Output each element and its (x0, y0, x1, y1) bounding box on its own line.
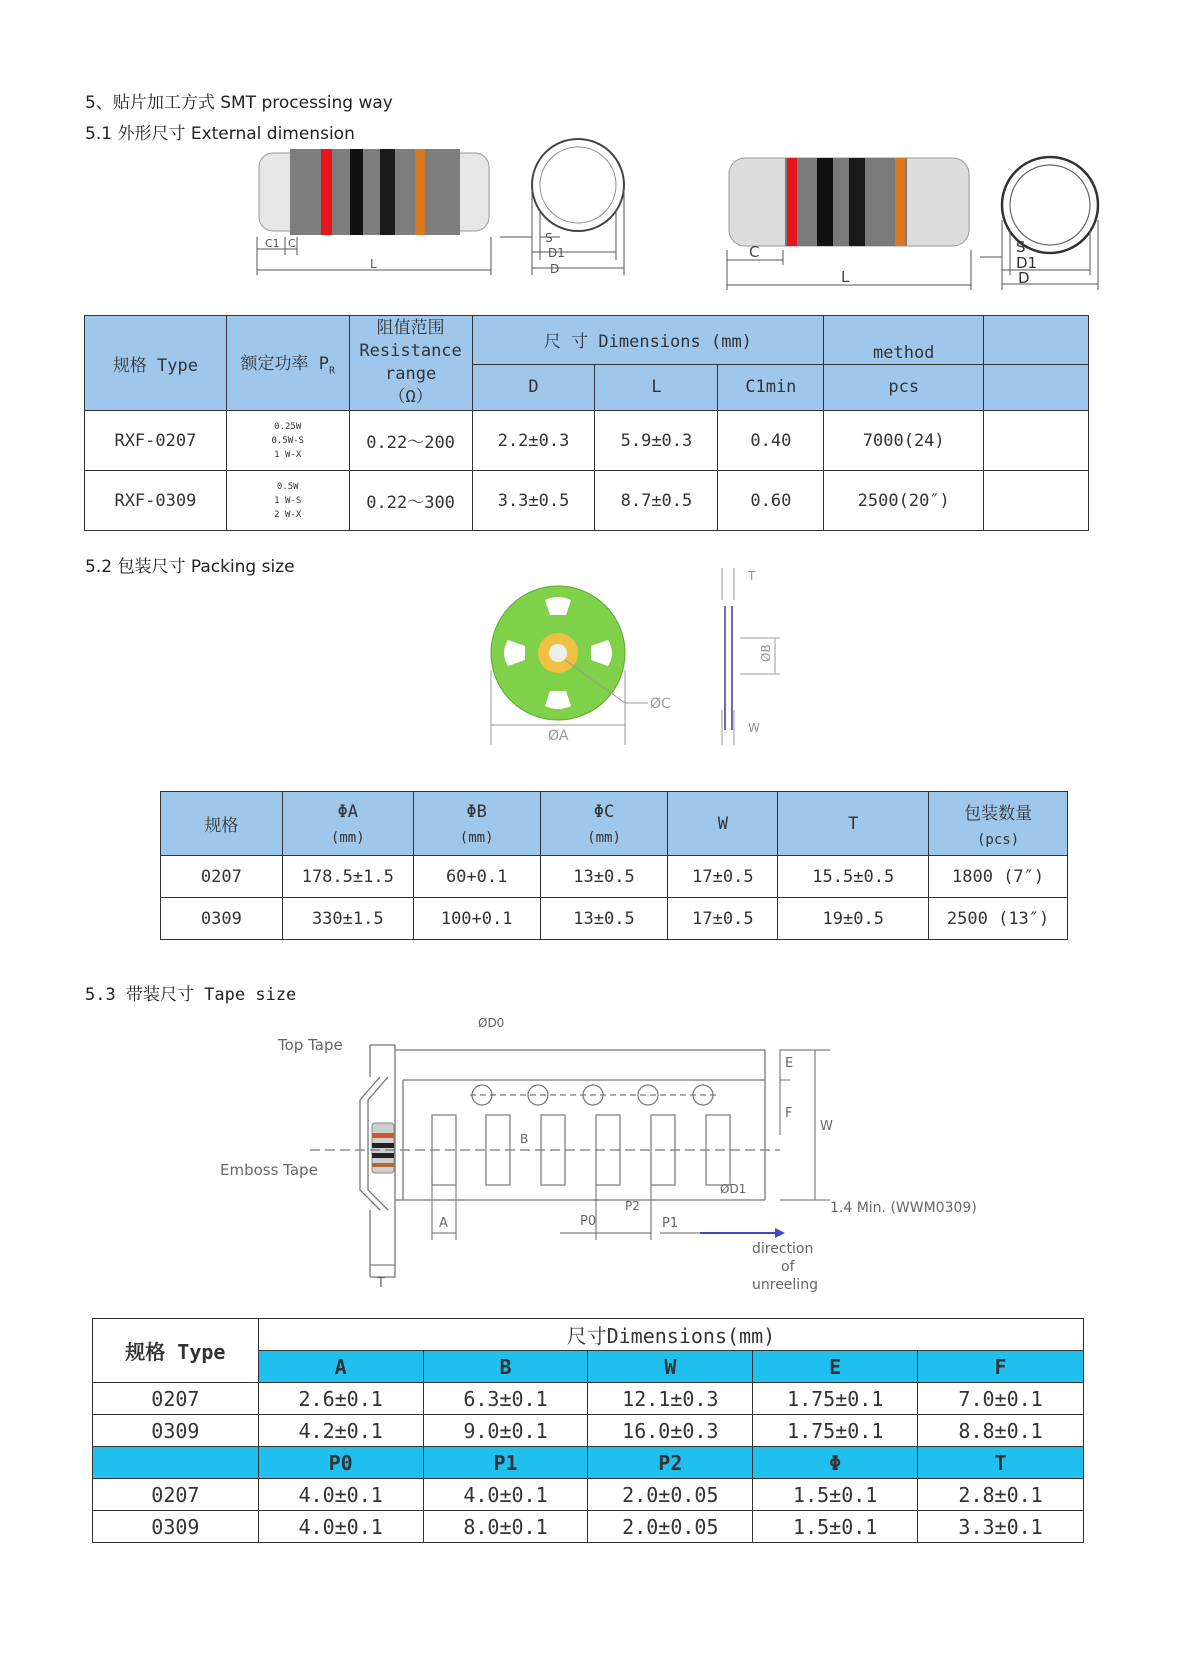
w-label: W (748, 721, 760, 735)
c-label: C (288, 237, 296, 250)
header-empty-2 (984, 364, 1089, 411)
d1-label-tape: ØD1 (720, 1182, 747, 1196)
header-qty: 包装数量 (pcs) (929, 792, 1068, 856)
e-label: E (785, 1056, 794, 1071)
phi-b-label: ØB (759, 644, 773, 662)
table-row: 0207 178.5±1.5 60+0.1 13±0.5 17±0.5 15.5±0.5 1800 (7″) (161, 856, 1068, 898)
l-label: L (370, 257, 377, 271)
header-c1: C1min (718, 364, 824, 411)
s-label-2: S (1016, 238, 1026, 256)
p2-label: P2 (625, 1199, 640, 1213)
f-label: F (785, 1106, 793, 1121)
table-row: 0207 4.0±0.1 4.0±0.1 2.0±0.05 1.5±0.1 2.8±0.1 (93, 1479, 1084, 1511)
header-pcs: pcs (824, 364, 984, 411)
header-dimensions: 尺 寸 Dimensions (mm) (472, 316, 824, 365)
tape-diagram (220, 1015, 980, 1305)
section-5-2-heading: 5.2 包装尺寸 Packing size (85, 557, 295, 577)
w-label-tape: W (820, 1119, 833, 1134)
a-label: A (439, 1216, 448, 1231)
d-label-2: D (1018, 269, 1030, 287)
phi-c-label: ØC (650, 696, 671, 712)
table-row: RXF-0309 0.5W 1 W-S 2 W-X 0.22～300 3.3±0.5 8.7±0.5 0.60 2500(20″) (85, 471, 1089, 531)
top-tape-label: Top Tape (278, 1036, 343, 1054)
resistor-0309-diagram (725, 150, 980, 295)
s-label: S (545, 231, 553, 245)
header-l: L (595, 364, 718, 411)
phi-a-label: ØA (548, 728, 569, 744)
resistor-0309-end-view (980, 150, 1120, 300)
t-label: T (748, 569, 756, 583)
table-row: 0207 2.6±0.1 6.3±0.1 12.1±0.3 1.75±0.1 7.0±0.1 (93, 1383, 1084, 1415)
b-label: B (520, 1132, 529, 1146)
header-empty (984, 316, 1089, 365)
p1-label: P1 (662, 1216, 679, 1231)
d0-label: ØD0 (478, 1016, 505, 1030)
table-row: 0309 330±1.5 100+0.1 13±0.5 17±0.5 19±0.5 2500 (13″) (161, 898, 1068, 940)
header-method: method (824, 316, 984, 365)
tape-dimension-table: 规格 Type 尺寸Dimensions(mm) A B W E F 0207 2.6±0.1 6.3±0.1 12.1±0.3 1.75±0.1 7.0±0.1 0309 4.2±0.1 9.0±0.1 16.0±0.3 1.75±0.1 8.8±0.1 P0 P1 P2 Φ T 0207 4.0±0.1 4.0±0.1 2.0±0.05 1.5±0.1 2.8±0.1 0309 4.0±0.1 8.0±0.1 2.0±0.05 1.5±0.1 3.3±0.1 (92, 1318, 1084, 1543)
table-row: RXF-0207 0.25W 0.5W-S 1 W-X 0.22～200 2.2±0.3 5.9±0.3 0.40 7000(24) (85, 411, 1089, 471)
header-range: 阻值范围 Resistance range （Ω） (349, 316, 472, 411)
header-w: W (668, 792, 778, 856)
p0-label: P0 (580, 1214, 597, 1229)
resistor-0207-diagram (255, 145, 500, 285)
packing-table (160, 791, 1068, 940)
header-dims-tape: 尺寸Dimensions(mm) (258, 1319, 1083, 1351)
d-label: D (550, 262, 560, 276)
header-power: 额定功率 $P_R$ (226, 316, 349, 411)
reel-diagram (470, 560, 830, 760)
header-t: T (778, 792, 929, 856)
header-phi-a: ΦA (mm) (282, 792, 413, 856)
header-type: 规格 Type (85, 316, 227, 411)
section-5-1-heading: 5.1 外形尺寸 External dimension (85, 124, 355, 144)
t-label-tape: T (377, 1276, 385, 1291)
d1-label-2: D1 (1016, 254, 1038, 272)
d1-label: D1 (548, 246, 565, 260)
dimension-table (84, 315, 1089, 531)
table-row: 0309 4.2±0.1 9.0±0.1 16.0±0.3 1.75±0.1 8.8±0.1 (93, 1415, 1084, 1447)
l-label-2: L (841, 268, 850, 286)
resistor-0207-end-view (500, 130, 640, 290)
direction-label-1: direction (752, 1241, 814, 1257)
header-phi-b: ΦB (mm) (413, 792, 540, 856)
direction-label-3: unreeling (752, 1277, 818, 1293)
direction-label-2: of (781, 1259, 795, 1275)
c1-label: C1 (265, 237, 280, 250)
min-note: 1.4 Min. (WWM0309) (830, 1200, 977, 1216)
section-5-heading: 5、贴片加工方式 SMT processing way (85, 93, 393, 113)
header-type-tape: 规格 Type (93, 1319, 259, 1383)
emboss-tape-label: Emboss Tape (220, 1161, 318, 1179)
header-d: D (472, 364, 595, 411)
c-label-2: C (749, 243, 760, 261)
header-phi-c: ΦC (mm) (540, 792, 668, 856)
section-5-3-heading: 5.3 带装尺寸 Tape size (85, 985, 297, 1005)
table-row: 0309 4.0±0.1 8.0±0.1 2.0±0.05 1.5±0.1 3.3±0.1 (93, 1511, 1084, 1543)
header-spec: 规格 (161, 792, 283, 856)
